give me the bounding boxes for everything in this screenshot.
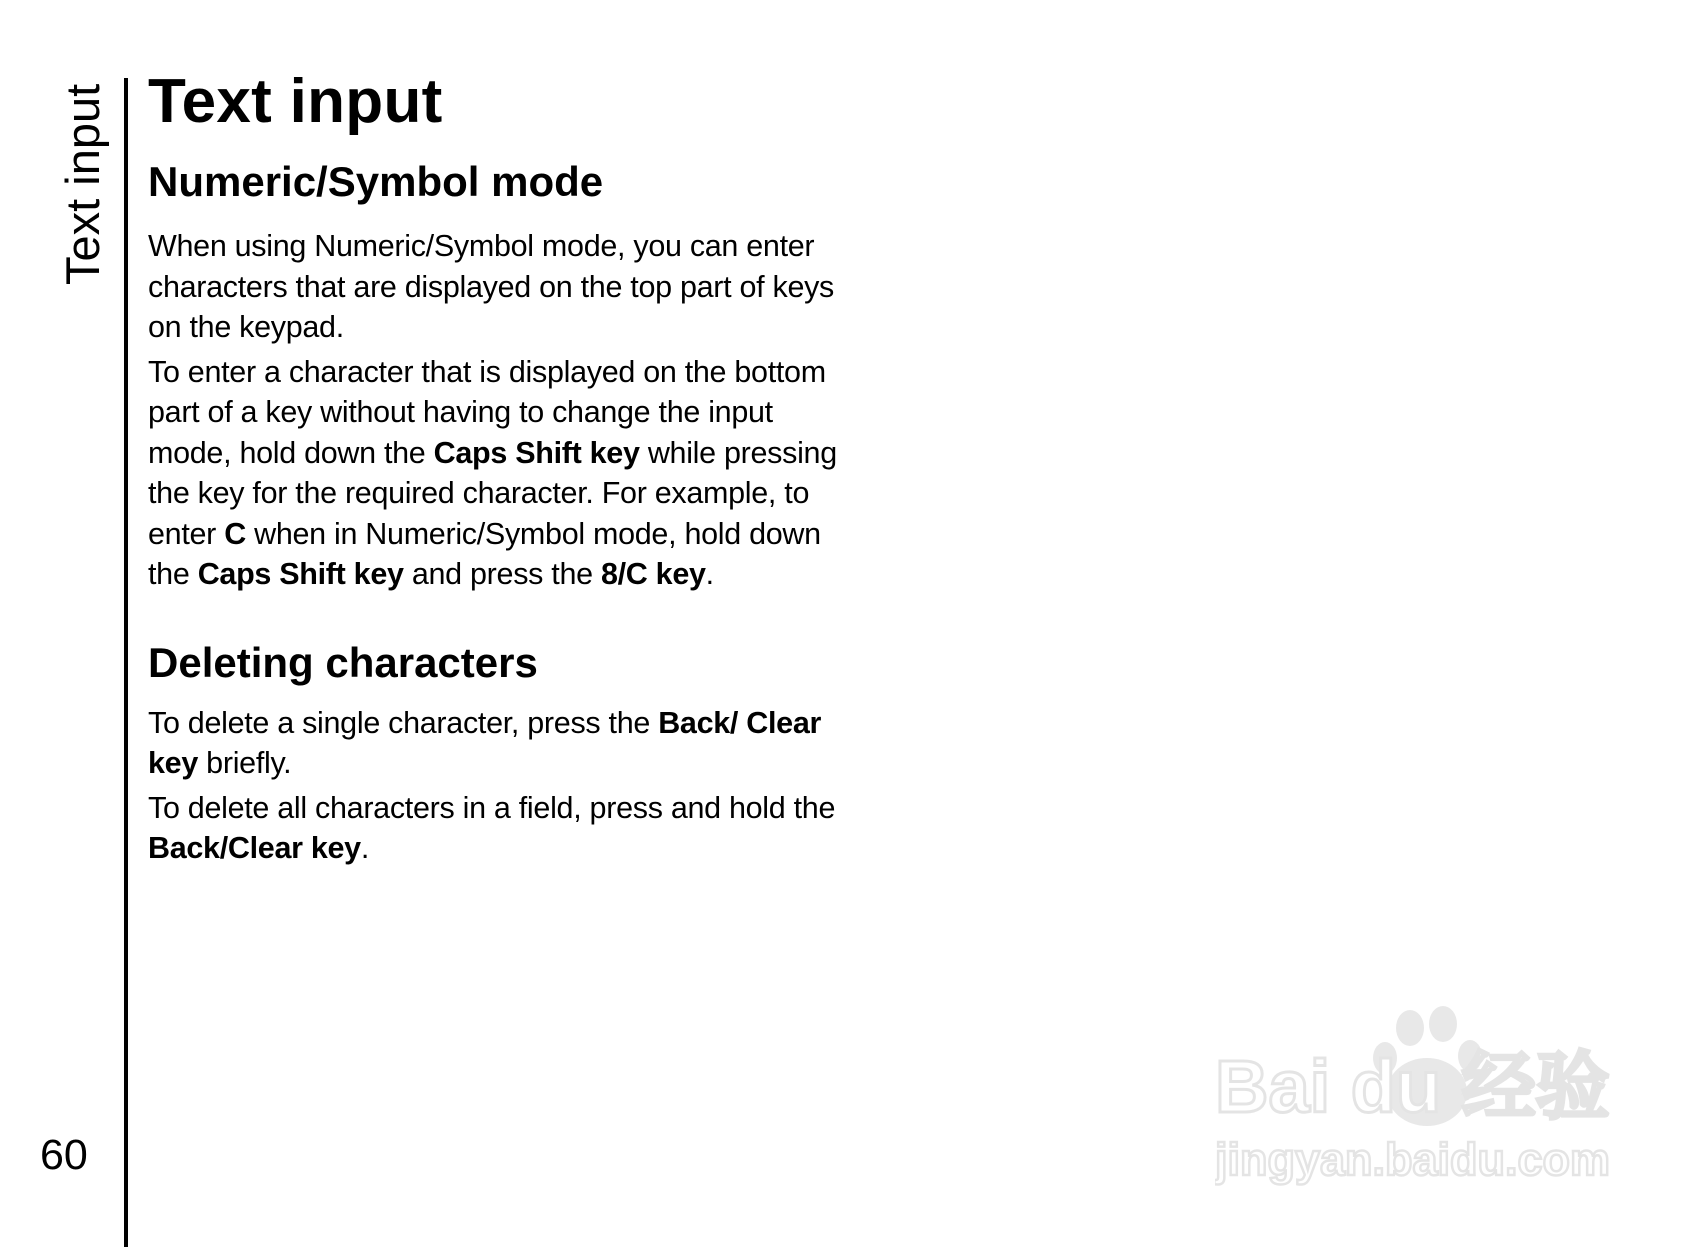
section-heading-numeric-symbol: Numeric/Symbol mode: [148, 158, 604, 205]
emphasis-letter-c: C: [224, 516, 246, 551]
watermark-url: jingyan.baidu.com: [1215, 1134, 1611, 1185]
paragraph-numeric-intro: When using Numeric/Symbol mode, you can enter characters that are displayed on the top part of keys on the keypad.: [148, 229, 835, 344]
baidu-watermark: [1215, 1000, 1635, 1200]
page-content: [148, 62, 858, 873]
page-number: 60: [40, 1131, 88, 1179]
emphasis-caps-shift-key: Caps Shift key: [197, 557, 404, 591]
paragraph-delete-single: To delete a single character, press the Back/ Clear key briefly.: [148, 705, 822, 780]
watermark-brand: Bai du 经验: [1215, 1045, 1610, 1128]
page-title: Text input: [148, 67, 443, 136]
paragraph-delete-all: To delete all characters in a field, press and hold the Back/Clear key.: [148, 790, 836, 865]
paragraph-caps-shift: To enter a character that is displayed on the bottom part of a key without having to change the input mode, hold down the Caps Shift key while pressing the key for the required character. For example, to enter C when in Numeric/Symbol mode, hold down the Caps Shift key and press the 8/C key.: [148, 354, 837, 591]
emphasis-back-clear-key: Back/ Clear key: [148, 705, 822, 780]
emphasis-8c-key: 8/C key: [600, 557, 706, 591]
emphasis-back-clear-key: Back/Clear key: [148, 831, 361, 865]
section-heading-deleting: Deleting characters: [148, 638, 538, 686]
emphasis-caps-shift-key: Caps Shift key: [433, 435, 640, 470]
side-tab-label: Text input: [56, 83, 109, 285]
vertical-rule: [124, 78, 128, 1247]
